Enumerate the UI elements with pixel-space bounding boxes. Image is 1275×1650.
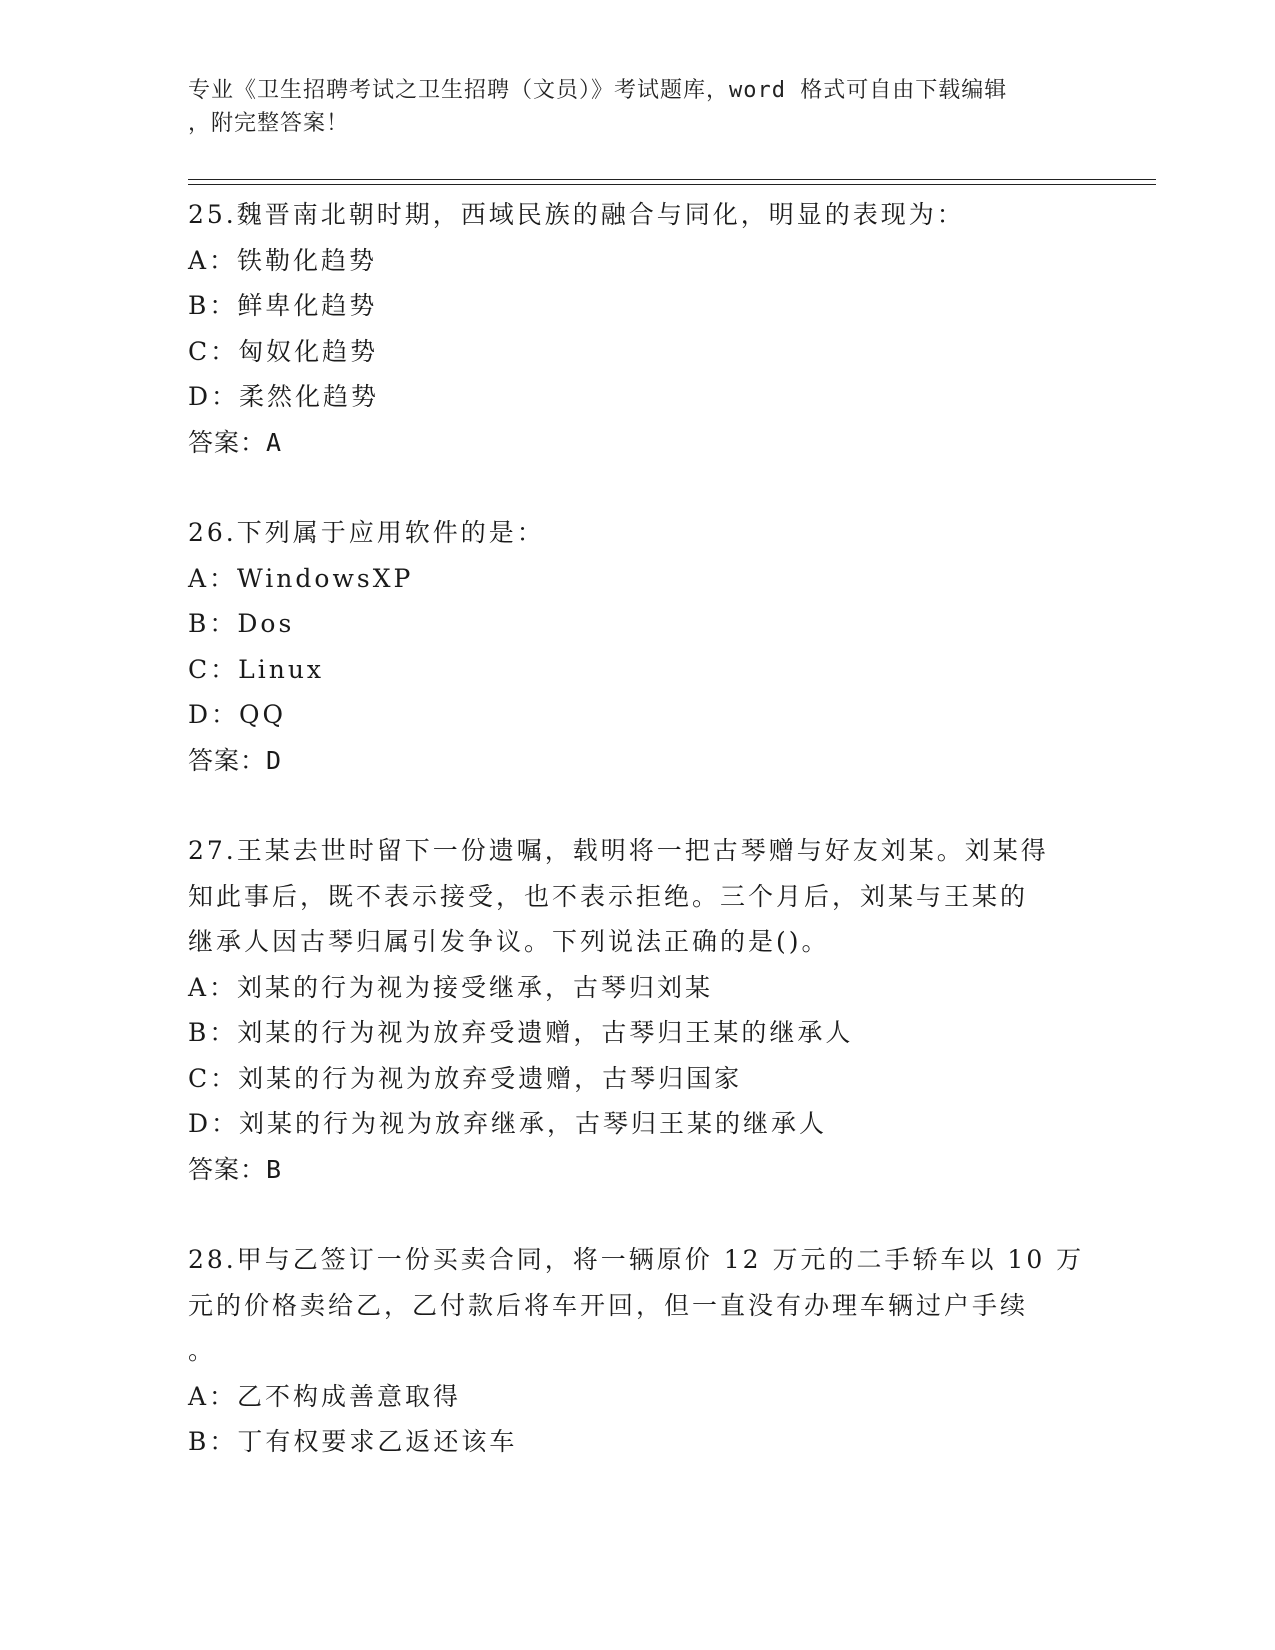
- header-line-2: ，附完整答案！: [188, 111, 350, 136]
- option-d: D：QQ: [188, 700, 287, 729]
- option-c: C：匈奴化趋势: [188, 336, 379, 366]
- option-a: A：WindowsXP: [188, 563, 414, 593]
- option-c: C：刘某的行为视为放弃受遗赠，古琴归国家: [188, 1063, 743, 1093]
- question-stem: 28.甲与乙签订一份买卖合同，将一辆原价 12 万元的二手轿车以 10 万: [188, 1245, 1085, 1274]
- question-stem: 25.魏晋南北朝时期，西域民族的融合与同化，明显的表现为：: [188, 200, 965, 229]
- option-c: C：Linux: [188, 654, 325, 684]
- option-a: A：刘某的行为视为接受继承，古琴归刘某: [188, 972, 714, 1002]
- question-stem-cont: 元的价格卖给乙，乙付款后将车开回，但一直没有办理车辆过户手续: [188, 1290, 1029, 1320]
- option-d: D：柔然化趋势: [188, 382, 380, 411]
- document-header: [188, 74, 1068, 140]
- header-line-1: 专业《卫生招聘考试之卫生招聘（文员）》考试题库，word 格式可自由下载编辑: [188, 78, 1008, 103]
- option-a: A：乙不构成善意取得: [188, 1381, 462, 1411]
- question-stem-cont: 。: [188, 1336, 217, 1365]
- question-stem: 26.下列属于应用软件的是：: [188, 518, 545, 547]
- question-25: [188, 192, 1088, 465]
- question-stem-cont: 知此事后，既不表示接受，也不表示拒绝。三个月后，刘某与王某的: [188, 881, 1029, 911]
- option-b: B：Dos: [188, 609, 295, 638]
- question-27: [188, 828, 1088, 1192]
- header-divider-bottom: [188, 184, 1156, 185]
- answer-line: 答案：A: [188, 427, 283, 457]
- question-stem: 27.王某去世时留下一份遗嘱，载明将一把古琴赠与好友刘某。刘某得: [188, 836, 1049, 865]
- question-26: [188, 510, 1088, 783]
- answer-line: 答案：B: [188, 1154, 283, 1184]
- option-d: D：刘某的行为视为放弃继承，古琴归王某的继承人: [188, 1109, 828, 1138]
- option-a: A：铁勒化趋势: [188, 245, 378, 275]
- option-b: B：鲜卑化趋势: [188, 291, 378, 320]
- question-28: [188, 1237, 1088, 1465]
- option-b: B：刘某的行为视为放弃受遗赠，古琴归王某的继承人: [188, 1018, 854, 1047]
- option-b: B：丁有权要求乙返还该车: [188, 1427, 518, 1456]
- answer-line: 答案：D: [188, 745, 283, 775]
- header-divider-top: [188, 179, 1156, 180]
- question-stem-cont: 继承人因古琴归属引发争议。下列说法正确的是()。: [188, 927, 830, 956]
- question-list: [188, 192, 1088, 1465]
